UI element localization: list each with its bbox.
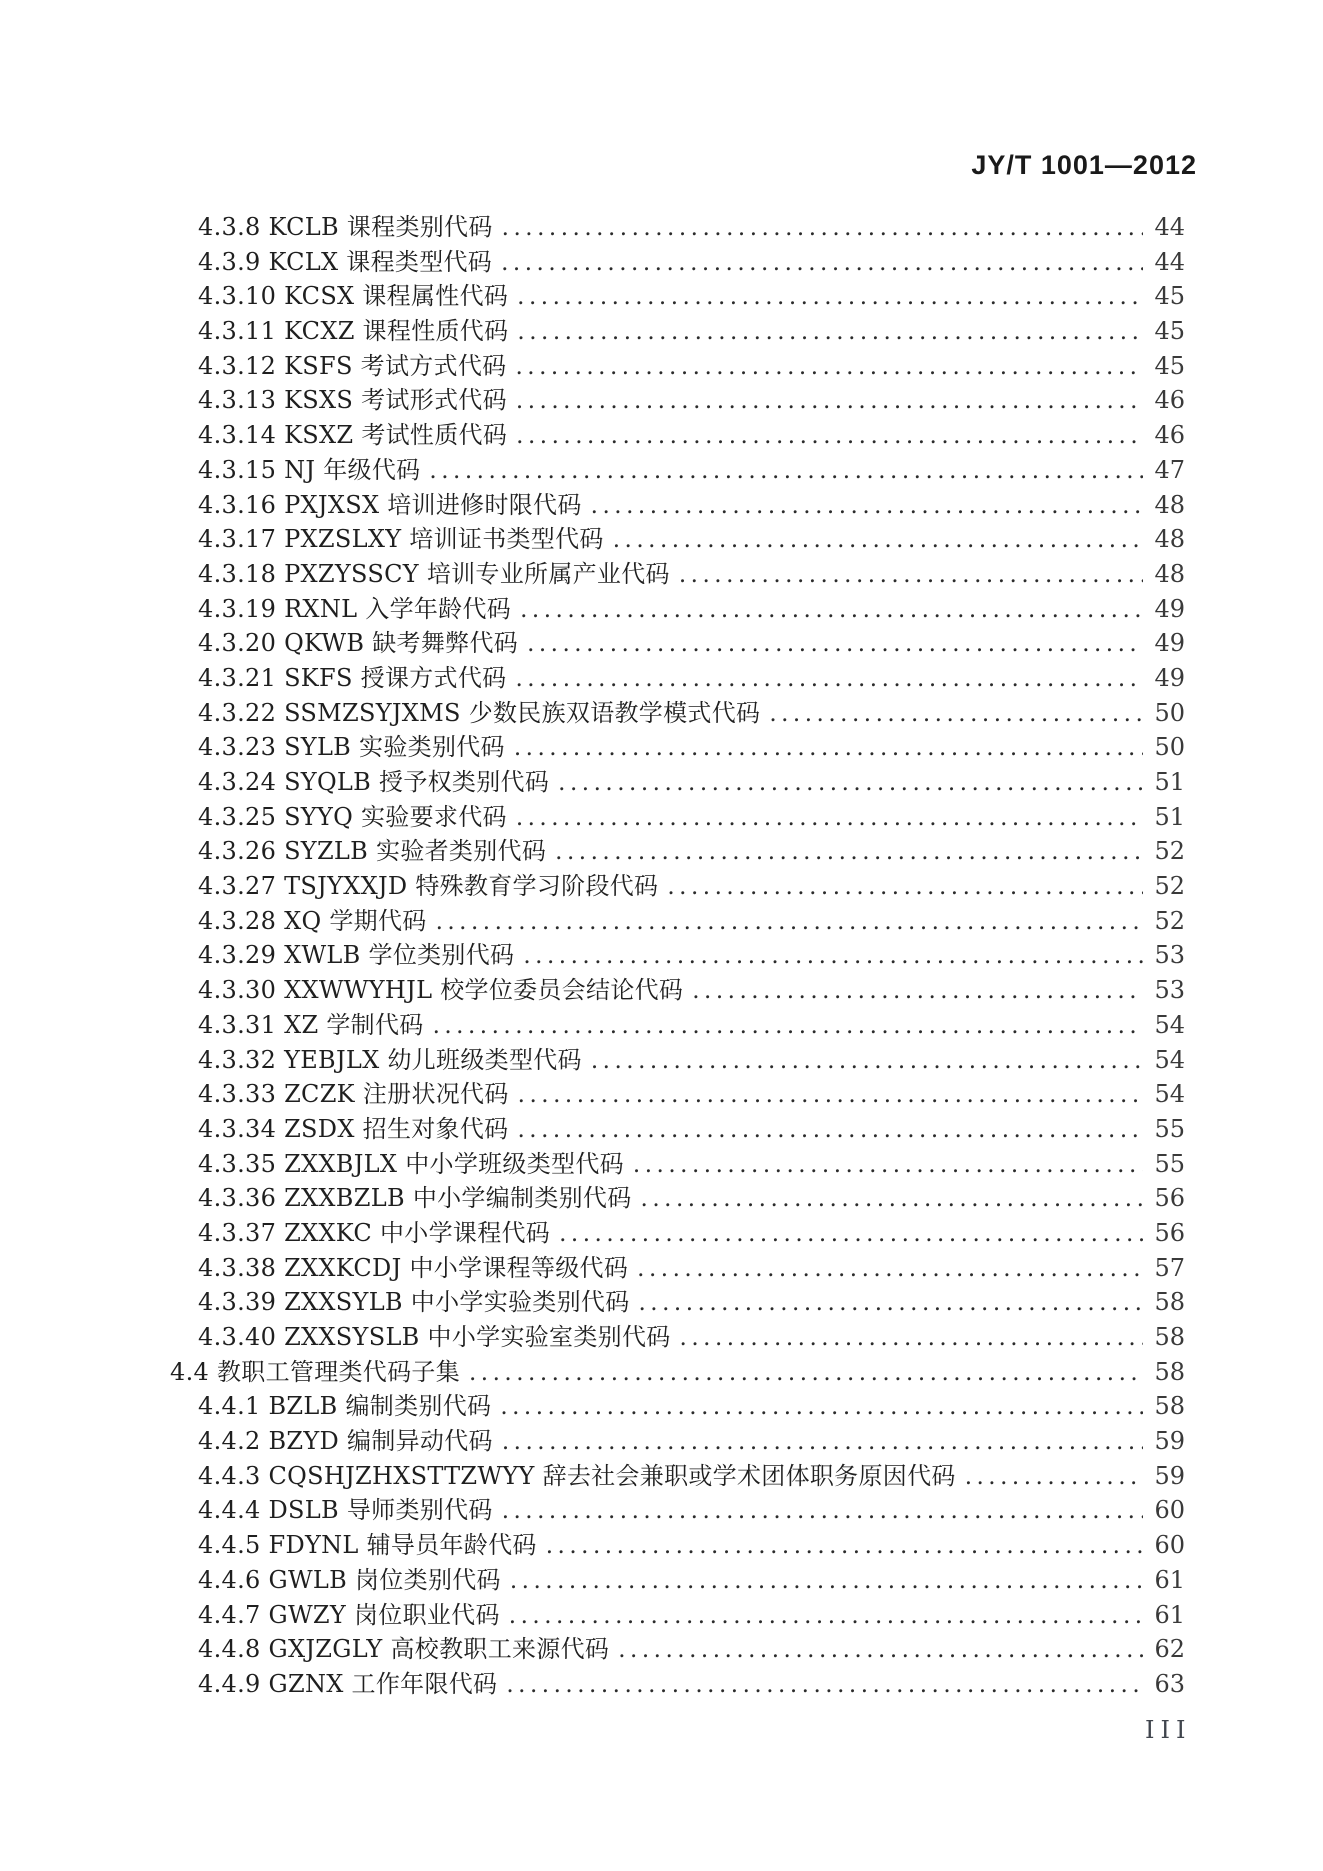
toc-entry-label: 4.3.16 PXJXSX 培训进修时限代码 [198,490,582,519]
toc-entry [198,1112,1185,1147]
toc-entry-page: 50 [1154,733,1185,762]
toc-entry [198,938,1185,973]
toc-entry [170,1355,1185,1390]
toc-dot-leader [506,1668,1143,1703]
toc-dot-leader [692,974,1143,1009]
toc-entry-label: 4.4.9 GZNX 工作年限代码 [198,1669,498,1698]
toc-entry-page: 51 [1154,802,1185,831]
toc-entry-page: 49 [1154,629,1185,658]
toc-dot-leader [436,905,1143,940]
toc-entry-page: 58 [1154,1323,1185,1351]
toc-entry-page: 44 [1154,247,1185,276]
toc-entry [198,349,1185,384]
toc-dot-leader [433,1009,1143,1044]
toc-entry [198,1320,1185,1355]
toc-dot-leader [516,419,1143,454]
toc-entry-label: 4.3.22 SSMZSYJXMS 少数民族双语教学模式代码 [198,698,761,727]
toc-entry [198,453,1185,488]
toc-entry-page: 54 [1154,1010,1185,1039]
toc-dot-leader [680,1321,1143,1356]
toc-dot-leader [469,1356,1143,1391]
toc-entry-label: 4.3.9 KCLX 课程类型代码 [198,247,493,276]
toc-entry-label: 4.3.35 ZXXBJLX 中小学班级类型代码 [198,1149,624,1178]
toc-entry [198,1493,1185,1528]
toc-entry-label: 4.3.28 XQ 学期代码 [198,906,427,935]
toc-entry-page: 55 [1154,1149,1185,1178]
toc-dot-leader [613,523,1143,558]
toc-dot-leader [502,1425,1143,1460]
toc-entry-label: 4.3.20 QKWB 缺考舞弊代码 [198,629,519,658]
toc-entry [198,834,1185,869]
toc-entry-page: 47 [1154,455,1185,484]
toc-entry-page: 46 [1154,421,1185,450]
toc-dot-leader [559,1217,1143,1252]
toc-dot-leader [558,766,1143,801]
toc-entry-page: 57 [1154,1253,1185,1282]
toc-dot-leader [520,593,1143,628]
toc-dot-leader [518,1078,1143,1113]
toc-entry [198,314,1185,349]
toc-entry-label: 4.3.40 ZXXSYSLB 中小学实验室类别代码 [198,1323,671,1351]
toc-entry-page: 58 [1154,1392,1185,1421]
toc-entry-label: 4.3.31 XZ 学制代码 [198,1010,424,1039]
toc-dot-leader [502,1494,1143,1529]
toc-entry-label: 4.3.17 PXZSLXY 培训证书类型代码 [198,525,604,554]
toc-entry [198,1632,1185,1667]
toc-entry [198,1181,1185,1216]
toc-entry-label: 4.3.14 KSXZ 考试性质代码 [198,421,508,450]
toc-entry [198,904,1185,939]
toc-entry [198,592,1185,627]
toc-dot-leader [965,1460,1143,1495]
toc-entry-page: 45 [1154,351,1185,380]
toc-entry-page: 54 [1154,1080,1185,1109]
toc-entry [198,1216,1185,1251]
toc-entry [198,557,1185,592]
toc-entry-label: 4.4.5 FDYNL 辅导员年龄代码 [198,1531,537,1560]
toc-entry-page: 60 [1154,1531,1185,1560]
toc-entry-page: 59 [1154,1461,1185,1490]
toc-entry-label: 4.3.18 PXZYSSCY 培训专业所属产业代码 [198,559,670,588]
toc-entry-page: 58 [1154,1288,1185,1317]
toc-dot-leader [523,939,1143,974]
toc-entry-label: 4.4.8 GXJZGLY 高校教职工来源代码 [198,1635,610,1664]
toc-dot-leader [769,697,1143,732]
toc-entry-page: 63 [1154,1669,1185,1698]
toc-entry [198,488,1185,523]
toc-entry-page: 52 [1154,872,1185,901]
toc-entry-page: 58 [1154,1357,1185,1386]
toc-entry-label: 4.3.30 XXWWYHJL 校学位委员会结论代码 [198,976,684,1005]
toc-dot-leader [639,1286,1144,1321]
toc-entry-label: 4.3.33 ZCZK 注册状况代码 [198,1080,509,1109]
toc-entry [198,765,1185,800]
toc-entry-label: 4.3.27 TSJYXXJD 特殊教育学习阶段代码 [198,872,659,901]
toc-entry [198,973,1185,1008]
toc-entry-page: 45 [1154,317,1185,346]
toc-entry [198,1528,1185,1563]
toc-entry [198,800,1185,835]
toc-entry [198,1563,1185,1598]
toc-dot-leader [502,211,1143,246]
toc-dot-leader [546,1529,1143,1564]
toc-entry [198,626,1185,661]
toc-entry-page: 46 [1154,386,1185,415]
toc-entry-label: 4.4.7 GWZY 岗位职业代码 [198,1600,500,1629]
toc-dot-leader [517,1113,1143,1148]
toc-dot-leader [514,731,1143,766]
toc-dot-leader [500,1390,1143,1425]
toc-dot-leader [515,662,1143,697]
toc-entry-label: 4.3.13 KSXS 考试形式代码 [198,386,507,415]
toc-entry [198,210,1185,245]
toc-entry [198,1251,1185,1286]
toc-dot-leader [517,280,1143,315]
toc-entry-page: 56 [1154,1218,1185,1247]
toc-entry [198,279,1185,314]
toc-dot-leader [501,246,1143,281]
toc-dot-leader [591,489,1143,524]
toc-entry-page: 61 [1154,1600,1185,1629]
toc-entry-page: 49 [1154,594,1185,623]
toc-entry [198,1424,1185,1459]
toc-dot-leader [641,1182,1143,1217]
toc-dot-leader [637,1252,1143,1287]
toc-dot-leader [515,350,1143,385]
toc-entry-page: 54 [1154,1045,1185,1074]
toc-dot-leader [555,835,1143,870]
toc-entry [198,383,1185,418]
toc-entry-label: 4.3.24 SYQLB 授予权类别代码 [198,768,550,796]
toc-entry-page: 53 [1154,976,1185,1005]
toc-entry-label: 4.4 教职工管理类代码子集 [170,1357,460,1386]
toc-entry-page: 52 [1154,837,1185,866]
toc-dot-leader [591,1044,1143,1079]
toc-entry [198,1285,1185,1320]
toc-dot-leader [679,558,1143,593]
toc-entry [198,418,1185,453]
page-number-footer: III [1145,1716,1192,1744]
toc-entry-label: 4.3.39 ZXXSYLB 中小学实验类别代码 [198,1288,630,1317]
toc-entry [198,1043,1185,1078]
toc-entry [198,1389,1185,1424]
toc-entry-label: 4.3.15 NJ 年级代码 [198,455,421,484]
toc-entry [198,1459,1185,1494]
toc-entry [198,1147,1185,1182]
toc-entry-label: 4.3.25 SYYQ 实验要求代码 [198,802,507,831]
doc-code-header: JY/T 1001—2012 [971,150,1197,180]
toc-entry-page: 50 [1154,698,1185,727]
toc-entry-label: 4.3.34 ZSDX 招生对象代码 [198,1114,509,1143]
toc-dot-leader [633,1148,1143,1183]
toc-dot-leader [516,384,1143,419]
toc-entry-page: 49 [1154,663,1185,692]
toc-entry-label: 4.4.1 BZLB 编制类别代码 [198,1392,492,1421]
toc-list [170,210,1185,1702]
toc-dot-leader [667,870,1143,905]
toc-entry [198,661,1185,696]
toc-dot-leader [527,627,1143,662]
toc-entry-label: 4.3.38 ZXXKCDJ 中小学课程等级代码 [198,1253,629,1282]
toc-dot-leader [516,801,1143,836]
toc-entry-label: 4.4.6 GWLB 岗位类别代码 [198,1565,501,1594]
toc-entry-label: 4.4.3 CQSHJZHXSTTZWYY 辞去社会兼职或学术团体职务原因代码 [198,1461,956,1490]
toc-entry-page: 52 [1154,906,1185,935]
toc-entry-page: 61 [1154,1565,1185,1594]
toc-entry-label: 4.4.2 BZYD 编制异动代码 [198,1427,493,1456]
toc-entry-label: 4.3.32 YEBJLX 幼儿班级类型代码 [198,1045,582,1074]
toc-entry-page: 51 [1154,768,1185,796]
toc-entry [198,1077,1185,1112]
toc-entry [198,1667,1185,1702]
toc-entry-page: 48 [1154,559,1185,588]
toc-entry-label: 4.3.26 SYZLB 实验者类别代码 [198,837,547,866]
toc-entry-page: 56 [1154,1184,1185,1213]
toc-entry-label: 4.3.11 KCXZ 课程性质代码 [198,317,509,346]
toc-entry [198,1008,1185,1043]
toc-entry-page: 48 [1154,490,1185,519]
toc-entry-page: 45 [1154,282,1185,311]
toc-entry-page: 55 [1154,1114,1185,1143]
toc-entry [198,522,1185,557]
toc-entry [198,1598,1185,1633]
toc-dot-leader [509,1599,1143,1634]
toc-entry-label: 4.4.4 DSLB 导师类别代码 [198,1496,493,1525]
toc-entry-page: 44 [1154,213,1185,241]
toc-entry-label: 4.3.37 ZXXKC 中小学课程代码 [198,1218,551,1247]
toc-entry-label: 4.3.8 KCLB 课程类别代码 [198,213,493,241]
toc-dot-leader [517,315,1143,350]
toc-entry [198,730,1185,765]
toc-entry-page: 62 [1154,1635,1185,1664]
toc-entry-label: 4.3.19 RXNL 入学年龄代码 [198,594,512,623]
toc-entry-label: 4.3.21 SKFS 授课方式代码 [198,663,507,692]
toc-entry [198,245,1185,280]
toc-entry [198,869,1185,904]
toc-entry-page: 48 [1154,525,1185,554]
toc-entry [198,696,1185,731]
toc-dot-leader [429,454,1143,489]
toc-entry-label: 4.3.10 KCSX 课程属性代码 [198,282,509,311]
toc-entry-label: 4.3.29 XWLB 学位类别代码 [198,941,515,970]
toc-entry-page: 53 [1154,941,1185,970]
toc-entry-label: 4.3.12 KSFS 考试方式代码 [198,351,507,380]
toc-dot-leader [618,1633,1143,1668]
toc-entry-page: 60 [1154,1496,1185,1525]
toc-entry-page: 59 [1154,1427,1185,1456]
toc-entry-label: 4.3.36 ZXXBZLB 中小学编制类别代码 [198,1184,632,1213]
toc-entry-label: 4.3.23 SYLB 实验类别代码 [198,733,505,762]
toc-dot-leader [510,1564,1143,1599]
